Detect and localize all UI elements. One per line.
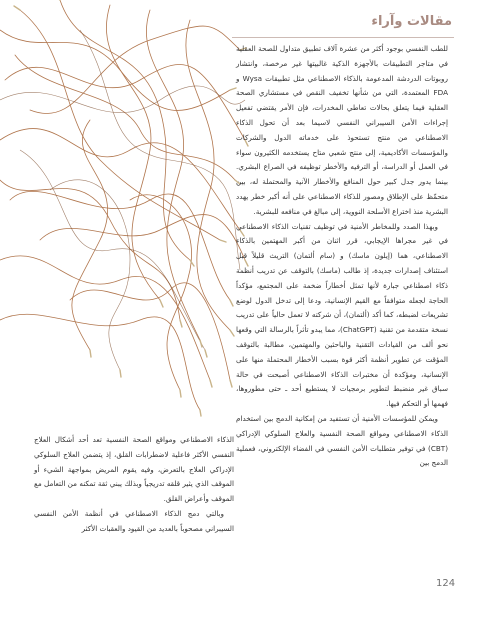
article-column-left: [34, 433, 234, 537]
title-divider: [232, 37, 454, 38]
article-column-right: [236, 42, 448, 471]
article-header: [371, 14, 452, 29]
paragraph: الذكاء الاصطناعي ومواقع الصحة النفسية تعد أحد أشكال العلاج النفسي الأكثر فاعلية لاضطرابات القلق، إذ يتضمن العلاج السلوكي الإدراكي العلاج بالتعرض، وفيه يقوم المريض بمواجهة الشيء أو الموقف الذي يثير قلقه تدريجياً وبذلك يبني ثقة تمكنه من التعامل مع الموقف وأعراض القلق.: [34, 435, 234, 504]
tangled-wires-illustration-icon: [0, 0, 250, 420]
page-number: 124: [436, 578, 456, 589]
paragraph: ويمكن للمؤسسات الأمنية أن تستفيد من إمكانية الدمج بين استخدام الذكاء الاصطناعي ومواقع الصحة النفسية والعلاج السلوكي الإدراكي (CBT) في توفير متطلبات الأمن النفسي في الفضاء الإلكتروني، فعملية الدمج بين: [236, 413, 448, 468]
section-title: مقالات وآراء: [371, 14, 452, 29]
paragraph: للطب النفسي بوجود أكثر من عشرة آلاف تطبيق متداول للصحة العقلية في متاجر التطبيقات بالأجهزة الذكية غالبيتها غير مرخصة، وانتشار روبوتات الدردشة المدعومة بالذكاء الاصطناعي مثل تطبيقات Wysa و FDA المعتمدة، التي من شأنها تخفيف النقص في مستشاري الصحة العقلية فيما يتعلق بحالات تعاطي المخدرات، فإن الأمر يقتضي تفعيل إجراءات الأمن السيبراني النفسي لاسيما بعد أن تحول الذكاء الاصطناعي من منتج تستحوذ على خدماته الدول والشركات والمؤسسات الأكاديمية، إلى منتج شعبي متاح يستخدمه الكثيرون سواء في العمل أو الدراسة، أو الترفيه والأخطر توظيفه في الصراع البشري. بينما يدور جدل كبير حول المنافع والأخطار الآنية والمحتملة له، بين متحمّظ على الإطلاق ومصور للذكاء الاصطناعي على أنه أكبر خطر يهدد البشرية منذ اختراع الأسلحة النووية، إلى مبالغ في منافعه للبشرية.: [236, 44, 448, 216]
paragraph: وبالتي دمج الذكاء الاصطناعي في أنظمة الأمن النفسي السيبراني مصحوباً بالعديد من القيود والعقبات الأكثر: [34, 508, 234, 533]
paragraph: وبهذا الصدد وللمخاطر الأمنية في توظيف تقنيات الذكاء الاصطناعي في غير مجراها الإيجابي، قرر اثنان من أكبر المهتمين بالذكاء الاصطناعي، هما (إيلون ماسك) و (سام ألتمان) التريث قليلاً قبل استئناف إصدارات جديدة، إذ طالب (ماسك) بالتوقف عن تدريب أنظمة ذكاء اصطناعي جبارة لأنها تمثل أخطاراً ضخمة على المجتمع، مؤكداً الحاجة لجعله متوافقاً مع القيم الإنسانية، ودعا إلى تدخل الدول لوضع تشريعات لضبطه، كما أكد (ألتمان)، أن شركته لا تعمل حالياً على تدريب نسخة متقدمة من تقنية (ChatGPT)، مما يبدو تأثراً بالرسالة التي وقعها نحو ألف من القيادات التقنية والباحثين والمهتمين، مطالبة بالتوقف المؤقت عن تطوير أنظمة أكثر قوة بسبب الأخطار المحتملة منها على الإنسانية، ومؤكدة أن مختبرات الذكاء الاصطناعي أصبحت في حالة سباق غير منضبط لتطوير برمجيات لا يستطيع أحد ـ حتى مطوروها، فهمها أو التحكم فيها.: [236, 221, 448, 409]
